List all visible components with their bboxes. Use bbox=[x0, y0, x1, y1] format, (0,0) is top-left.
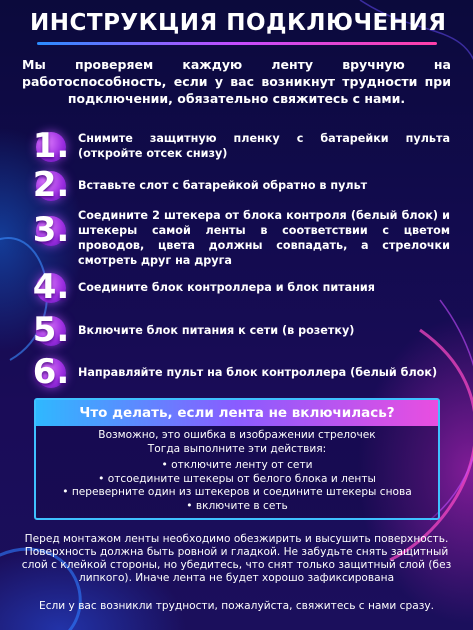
step-3 bbox=[30, 208, 450, 268]
page-title: ИНСТРУКЦИЯ ПОДКЛЮЧЕНИЯ bbox=[30, 10, 447, 36]
troubleshoot-body bbox=[36, 426, 438, 514]
troubleshoot-heading: Что делать, если лента не включилась? bbox=[36, 400, 438, 426]
step-text: Соедините блок контроллера и блок питания bbox=[78, 280, 375, 294]
list-item: • отключите ленту от сети bbox=[161, 459, 313, 472]
step-number-badge: 5. bbox=[32, 310, 70, 350]
step-text: Соедините 2 штекера от блока контроля (белый блок) и штекеры самой ленты в соответствии с цветом проводов, цвета должны совпадать, а стрелочки смотреть друг на друга bbox=[78, 209, 450, 267]
step-number-badge: 3. bbox=[32, 210, 70, 250]
troubleshoot-list bbox=[36, 459, 438, 513]
list-item: • переверните один из штекеров и соедините штекеры снова bbox=[62, 486, 412, 499]
list-item: • отсоедините штекеры от белого блока и ленты bbox=[98, 472, 376, 485]
contact-note: Если у вас возникли трудности, пожалуйста, свяжитесь с нами сразу. bbox=[39, 600, 434, 612]
step-6 bbox=[30, 350, 450, 394]
step-4 bbox=[30, 265, 450, 309]
troubleshoot-box bbox=[34, 398, 440, 520]
header bbox=[30, 10, 447, 45]
title-underline bbox=[37, 42, 437, 45]
troubleshoot-line: Возможно, это ошибка в изображении стрелочек bbox=[98, 429, 376, 441]
step-5 bbox=[30, 308, 450, 352]
step-number-badge: 6. bbox=[32, 352, 70, 392]
intro-text: Мы проверяем каждую ленту вручную на работоспособность, если у вас возникнут трудности при подключении, обязательно свяжитесь с нами. bbox=[22, 57, 451, 106]
step-number-badge: 4. bbox=[32, 267, 70, 307]
step-text: Включите блок питания к сети (в розетку) bbox=[78, 323, 355, 337]
step-2 bbox=[30, 163, 450, 207]
list-item: • включите в сеть bbox=[186, 499, 288, 512]
mounting-note: Перед монтажом ленты необходимо обезжирить и высушить поверхность. Поверхность должна быть ровной и гладкой. Не забудьте снять защитный слой с клейкой стороны, но убедитесь, что снят только защитный слой (без липкого). Иначе лента не будет хорошо зафиксирована bbox=[21, 533, 452, 584]
step-number-badge: 2. bbox=[32, 165, 70, 205]
step-number-badge: 1. bbox=[32, 126, 70, 166]
step-text: Направляйте пульт на блок контроллера (белый блок) bbox=[78, 365, 438, 379]
step-text: Снимите защитную пленку с батарейки пульта (откройте отсек снизу) bbox=[78, 132, 450, 160]
step-1 bbox=[30, 124, 450, 168]
troubleshoot-line: Тогда выполните эти действия: bbox=[147, 442, 327, 455]
step-text: Вставьте слот с батарейкой обратно в пульт bbox=[78, 178, 368, 192]
